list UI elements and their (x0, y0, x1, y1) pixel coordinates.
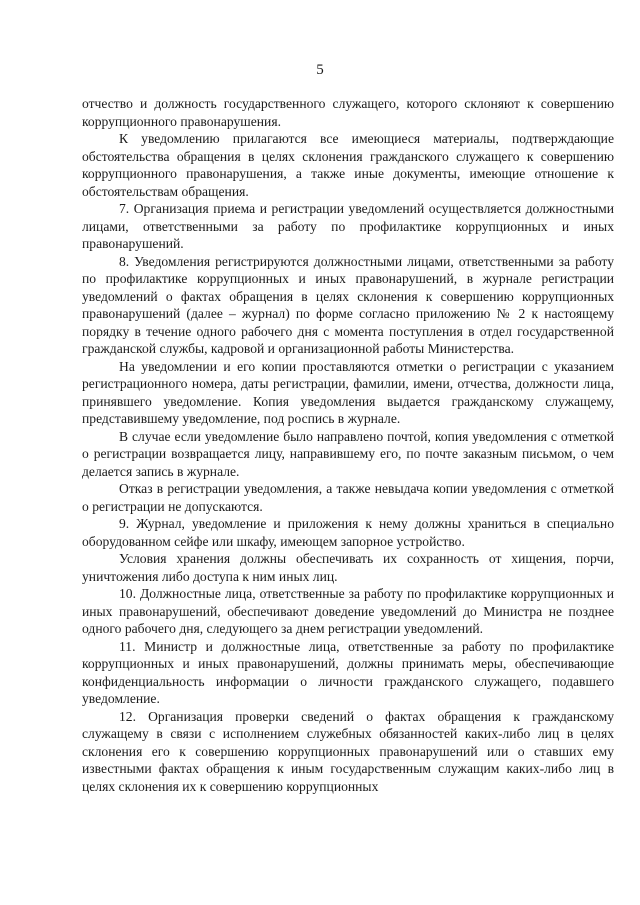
paragraph-postal-notice: В случае если уведомление было направлено почтой, копия уведомления с отметкой о регистрации возвращается лицу, направившему его, по почте заказным письмом, о чем делается запись в журнале. (82, 428, 614, 479)
paragraph-item-7: 7. Организация приема и регистрации уведомлений осуществляется должностными лицами, ответственными за работу по профилактике коррупционных и иных правонарушений. (82, 201, 614, 251)
paragraph-item-8: 8. Уведомления регистрируются должностными лицами, ответственными за работу по профилактике коррупционных и иных правонарушений, в журнале регистрации уведомлений о фактах обращения в целях склонения к совершению коррупционных правонарушений (далее – журнал) по форме согласно приложению № 2 к настоящему порядку в течение одного рабочего дня с момента поступления в отдел государственной гражданской службы, кадровой и организационной работы Министерства. (82, 253, 614, 356)
paragraph-refusal: Отказ в регистрации уведомления, а также невыдача копии уведомления с отметкой о регистрации не допускаются. (82, 481, 614, 514)
paragraph-item-11: 11. Министр и должностные лица, ответственные за работу по профилактике коррупционных и иных правонарушений, должны принимать меры, обеспечивающие конфиденциальность информации о личности гражданского служащего, подавшего уведомление. (82, 638, 614, 706)
document-body (82, 95, 614, 795)
paragraph-registration-marks: На уведомлении и его копии проставляются отметки о регистрации с указанием регистрационного номера, даты регистрации, фамилии, имени, отчества, должности лица, принявшего уведомление. Копия уведомления выдается гражданскому служащему, представившему уведомление, под роспись в журнале. (82, 358, 614, 426)
page-number: 5 (316, 62, 324, 78)
paragraph-continuation: отчество и должность государственного служащего, которого склоняют к совершению коррупционного правонарушения. (82, 96, 614, 129)
paragraph-storage-conditions: Условия хранения должны обеспечивать их сохранность от хищения, порчи, уничтожения либо доступа к ним иных лиц. (82, 551, 614, 584)
paragraph-item-10: 10. Должностные лица, ответственные за работу по профилактике коррупционных и иных правонарушений, обеспечивают доведение уведомлений до Министра не позднее одного рабочего дня, следующего за днем регистрации уведомлений. (82, 586, 614, 636)
paragraph-item-12: 12. Организация проверки сведений о фактах обращения к гражданскому служащему в связи с исполнением служебных обязанностей каких-либо лиц в целях склонения его к совершению коррупционных правонарушений или о ставших ему известными фактах обращения к иным государственным служащим каких-либо лиц в целях склонения их к совершению коррупционных (82, 708, 614, 794)
paragraph-attachments: К уведомлению прилагаются все имеющиеся материалы, подтверждающие обстоятельства обращения в целях склонения гражданского служащего к совершению коррупционного правонарушения, а также иные документы, имеющие отношение к обстоятельствам обращения. (82, 131, 614, 199)
paragraph-item-9: 9. Журнал, уведомление и приложения к нему должны храниться в специально оборудованном сейфе или шкафу, имеющем запорное устройство. (82, 516, 614, 549)
